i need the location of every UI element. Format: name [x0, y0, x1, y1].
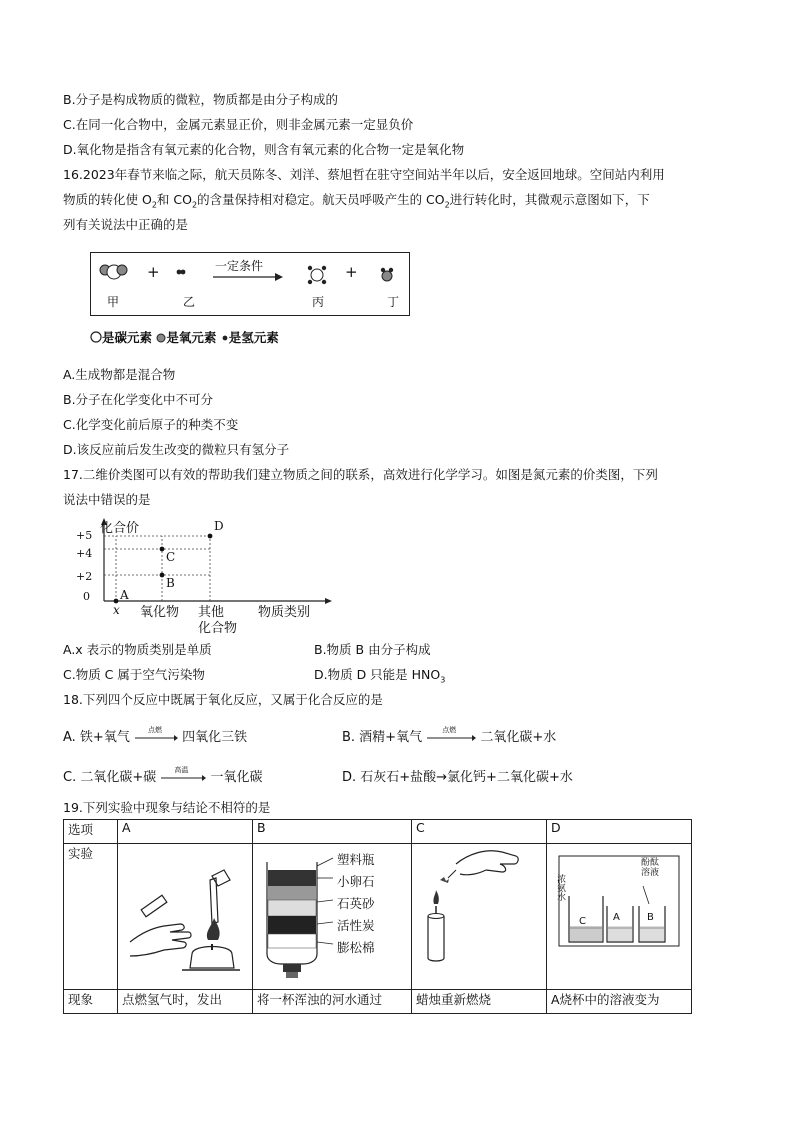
molecule-yi-icon — [177, 270, 186, 275]
q16-option-b: B.分子在化学变化中不可分 — [63, 392, 214, 407]
beaker-label: B — [647, 912, 654, 923]
filter-label: 石英砂 — [337, 896, 375, 911]
data-point-b — [160, 573, 165, 578]
filter-label: 塑料瓶 — [337, 852, 375, 867]
table-row-experiment — [64, 844, 692, 990]
data-label-c: C — [166, 550, 176, 564]
x-tick-label: 氧化物 — [140, 605, 180, 620]
q16-stem-line1: 16.2023年春节来临之际，航天员陈冬、刘洋、蔡旭哲在驻守空间站半年以后，安全返回地球。空间站内利用 — [63, 167, 665, 182]
q16-stem-line3: 列有关说法中正确的是 — [63, 217, 189, 232]
reaction-condition: 一定条件 — [215, 259, 264, 273]
q17-option-b: B.物质 B 由分子构成 — [314, 642, 431, 657]
water-filter-illustration — [255, 846, 405, 986]
plus-sign: + — [147, 263, 160, 281]
row-label: 实验 — [64, 844, 118, 990]
reaction-arrow-icon: 高温 — [160, 771, 206, 781]
experiment-b-cell — [253, 844, 412, 990]
q19-stem: 19.下列实验中现象与结论不相符的是 — [63, 800, 271, 815]
table-row-phenomenon — [64, 990, 692, 1014]
reaction-arrow-icon: 点燃 — [426, 731, 476, 741]
label-yi: 乙 — [183, 295, 196, 309]
x-tick-label: 化合物 — [198, 621, 238, 636]
q18-option-b: B. 酒精+氧气 点燃 二氧化碳+水 — [342, 726, 557, 745]
oxygen-atom-icon — [156, 333, 166, 343]
y-tick-label: 0 — [83, 590, 90, 603]
q17-option-d: D.物质 D 只能是 $HNO_3$ — [314, 667, 446, 685]
data-label-a: A — [120, 588, 129, 602]
molecule-jia-icon — [100, 265, 127, 279]
data-label-b: B — [166, 576, 175, 590]
data-point-d — [208, 534, 213, 539]
y-tick-label: +2 — [76, 570, 93, 583]
table-header-row — [64, 820, 692, 844]
q17-stem-line1: 17.二维价类图可以有效的帮助我们建立物质之间的联系，高效进行化学学习。如图是氮元素的价类图，下列 — [63, 467, 658, 482]
row-label: 现象 — [64, 990, 118, 1014]
table-header-cell: B — [253, 820, 412, 844]
label-bing: 丙 — [312, 295, 325, 309]
q18-option-a: A. 铁+氧气 点燃 四氧化三铁 — [63, 726, 248, 745]
q16-option-a: A.生成物都是混合物 — [63, 367, 176, 382]
q15-option-d: D.氧化物是指含有氧元素的化合物，则含有氧元素的化合物一定是氧化物 — [63, 142, 465, 157]
plus-sign: + — [345, 263, 358, 281]
q16-option-c: C.化学变化前后原子的种类不变 — [63, 417, 239, 432]
carbon-atom-icon — [90, 331, 102, 343]
data-label-d: D — [214, 519, 224, 533]
table-header-cell: 选项 — [64, 820, 118, 844]
q18-option-c: C. 二氧化碳+碳 高温 一氧化碳 — [63, 766, 263, 785]
x-axis-label: 物质类别 — [258, 605, 311, 620]
experiment-a-cell — [118, 844, 253, 990]
beaker-label: A — [613, 912, 620, 923]
label-ding: 丁 — [387, 295, 400, 309]
y-tick-label: +4 — [76, 547, 93, 560]
beaker-label-phenol: 酚酞溶液 — [641, 858, 660, 878]
q17-stem-line2: 说法中错误的是 — [63, 492, 151, 507]
data-point-c — [160, 547, 165, 552]
phenomenon-cell: 将一杯浑浊的河水通过 — [253, 990, 412, 1014]
y-axis-label: 化合价 — [100, 521, 140, 536]
y-tick-label: +5 — [76, 529, 93, 542]
phenomenon-cell: A烧杯中的溶液变为 — [547, 990, 692, 1014]
table-header-cell: D — [547, 820, 692, 844]
beaker-label-ammonia: 浓氨水 — [555, 874, 565, 901]
x-axis-arrow-icon — [325, 598, 332, 604]
molecule-bing-icon — [308, 266, 326, 284]
diagram-legend: 是碳元素 是氧元素 是氢元素 — [90, 328, 279, 346]
filter-label: 膨松棉 — [337, 940, 375, 955]
x-tick-label: x — [113, 603, 120, 617]
hydrogen-atom-icon — [221, 334, 229, 342]
reaction-diagram — [90, 252, 410, 316]
experiment-c-cell — [412, 844, 547, 990]
q15-option-c: C.在同一化合物中，金属元素显正价，则非金属元素一定显负价 — [63, 117, 414, 132]
experiment-d-cell — [547, 844, 692, 990]
q18-stem: 18.下列四个反应中既属于氧化反应，又属于化合反应的是 — [63, 692, 383, 707]
candle-illustration — [416, 844, 542, 984]
q17-option-c: C.物质 C 属于空气污染物 — [63, 667, 205, 682]
molecule-ding-icon — [381, 268, 393, 281]
phenomenon-cell: 点燃氢气时，发出 — [118, 990, 253, 1014]
filter-label: 小卵石 — [337, 874, 375, 889]
valence-chart — [70, 515, 360, 637]
q16-stem-line2: 物质的转化使 $O_2$和 $CO_2$的含量保持相对稳定。航天员呼吸产生的 $CO_2$进行转化时，其微观示意图如下，下 — [63, 192, 650, 210]
reaction-arrow-icon: 点燃 — [134, 731, 178, 741]
q15-option-b: B.分子是构成物质的微粒，物质都是由分子构成的 — [63, 92, 339, 107]
phenomenon-cell: 蜡烛重新燃烧 — [412, 990, 547, 1014]
q17-option-a: A.x 表示的物质类别是单质 — [63, 642, 212, 657]
table-header-cell: C — [412, 820, 547, 844]
q16-option-d: D.该反应前后发生改变的微粒只有氢分子 — [63, 442, 290, 457]
filter-label: 活性炭 — [337, 918, 375, 933]
label-jia: 甲 — [107, 295, 120, 309]
table-header-cell: A — [118, 820, 253, 844]
q18-option-d: D. 石灰石+盐酸→氯化钙+二氧化碳+水 — [342, 770, 573, 785]
experiment-table — [63, 819, 692, 1014]
hydrogen-ignition-illustration — [122, 844, 248, 984]
x-tick-label: 其他 — [198, 605, 225, 620]
beaker-label: C — [579, 916, 586, 927]
